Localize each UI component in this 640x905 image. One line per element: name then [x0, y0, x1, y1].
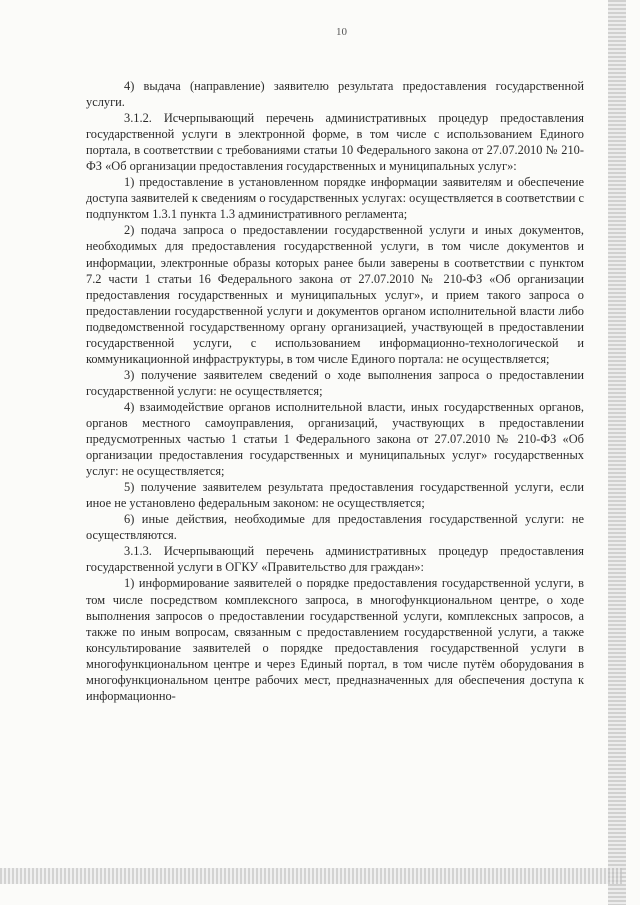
paragraph: 4) выдача (направление) заявителю результата предоставления государственной услуги. [86, 79, 584, 110]
paragraph: 1) информирование заявителей о порядке предоставления государственной услуги, в том числе посредством комплексного запроса, в многофункциональном центре, о ходе выполнения запросов о предоставлении государственной услуги, комплексных запросов, а также по иным вопросам, связанным с предоставлением государственной услуги, а также консультирование заявителей о порядке предоставления государственной услуги в многофункциональном центре и через Единый портал, в том числе путём оборудования в многофункциональном центре рабочих мест, предназначенных для обеспечения доступа к информационно- [86, 576, 584, 703]
paragraph: 3.1.2. Исчерпывающий перечень административных процедур предоставления государственной услуги в электронной форме, в том числе с использованием Единого портала, в соответствии с требованиями статьи 10 Федерального закона от 27.07.2010 № 210-ФЗ «Об организации предоставления государственных и муниципальных услуг»: [86, 111, 584, 174]
paragraph: 1) предоставление в установленном порядке информации заявителям и обеспечение доступа заявителей к сведениям о государственных услугах: осуществляется в соответствии с подпунктом 1.3.1 пункта 1.3 административного регламента; [86, 175, 584, 222]
paragraph: 3) получение заявителем сведений о ходе выполнения запроса о предоставлении государственной услуги: не осуществляется; [86, 367, 584, 398]
paragraph: 2) подача запроса о предоставлении государственной услуги и иных документов, необходимых для предоставления государственной услуги, в том числе документов и информации, электронные образы которых ранее были заверены в соответствии с пунктом 7.2 части 1 статьи 16 Федерального закона от 27.07.2010 № 210-ФЗ «Об организации предоставления государственных и муниципальных услуг», и прием такого запроса о предоставлении государственной услуги и документов органом исполнительной власти либо подведомственной государственному органу организацией, участвующей в предоставлении государственной услуги, с использованием информационно-технологической и коммуникационной инфраструктуры, в том числе Единого портала: не осуществляется; [86, 223, 584, 366]
page-edge-bottom [0, 868, 622, 884]
page-number: 10 [336, 26, 347, 38]
paragraph: 4) взаимодействие органов исполнительной власти, иных государственных органов, органов местного самоуправления, организаций, участвующих в предоставлении предусмотренных частью 1 статьи 1 Федерального закона от 27.07.2010 № 210-ФЗ «Об организации предоставления государственных и муниципальных услуг» государственных услуг: не осуществляется; [86, 399, 584, 479]
paragraph: 5) получение заявителем результата предоставления государственной услуги, если иное не установлено федеральным законом: не осуществляется; [86, 480, 584, 511]
document-body [86, 78, 584, 704]
page-edge-right [608, 0, 626, 905]
paragraph: 3.1.3. Исчерпывающий перечень административных процедур предоставления государственной услуги в ОГКУ «Правительство для граждан»: [86, 544, 584, 575]
paragraph: 6) иные действия, необходимые для предоставления государственной услуги: не осуществляются. [86, 512, 584, 543]
